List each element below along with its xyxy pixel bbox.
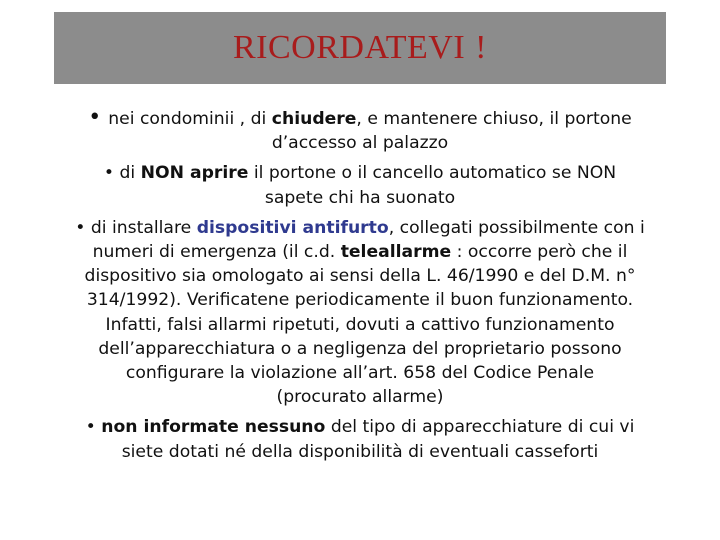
text-segment: •: [85, 417, 102, 438]
text-segment: dispositivo sia omologato ai sensi della L. 46/1990 e del D.M. n°: [84, 266, 636, 287]
bullet-line: [0, 361, 720, 385]
text-segment: 314/1992). Verificatene periodicamente il buon funzionamento.: [86, 290, 634, 311]
text-segment: , collegati possibilmente con i: [388, 217, 645, 238]
text-segment: , e mantenere chiuso, il portone: [356, 109, 632, 129]
bullet-line: [0, 106, 720, 131]
text-segment: Infatti, falsi allarmi ripetuti, dovuti a cattivo funzionamento: [105, 314, 615, 335]
title-banner: [54, 12, 666, 84]
bullet-line: [0, 216, 720, 240]
reminder-list: [0, 106, 720, 470]
text-segment: • di installare: [75, 217, 197, 238]
text-segment: dispositivi antifurto: [196, 217, 389, 238]
bullet-line: [0, 131, 720, 155]
text-segment: il portone o il cancello automatico se NON: [248, 163, 617, 184]
text-segment: • di: [103, 163, 141, 184]
text-segment: •: [88, 105, 109, 130]
text-segment: dell’apparecchiatura o a negligenza del proprietario possono: [98, 338, 622, 359]
bullet-line: [0, 313, 720, 337]
bullet-line: [0, 186, 720, 210]
title-exclamation: !: [475, 29, 487, 66]
text-segment: d’accesso al palazzo: [271, 133, 449, 154]
text-segment: (procurato allarme): [276, 387, 444, 408]
bullet-line: [0, 288, 720, 312]
bullet-line: [0, 415, 720, 439]
bullet-item: [0, 415, 720, 463]
text-segment: : occorre però che il: [451, 242, 628, 263]
bullet-line: [0, 161, 720, 185]
text-segment: teleallarme: [340, 242, 452, 263]
bullet-item: [0, 161, 720, 209]
bullet-line: [0, 264, 720, 288]
bullet-line: [0, 385, 720, 409]
text-segment: NON aprire: [140, 163, 249, 184]
page-title: [233, 29, 487, 67]
text-segment: non informate nessuno: [101, 417, 326, 438]
bullet-line: [0, 440, 720, 464]
text-segment: numeri di emergenza (il c.d.: [92, 242, 341, 263]
bullet-line: [0, 240, 720, 264]
title-text: RICORDATEVI: [233, 29, 466, 66]
text-segment: sapete chi ha suonato: [264, 187, 456, 208]
text-segment: siete dotati né della disponibilità di eventuali casseforti: [121, 441, 599, 462]
bullet-line: [0, 337, 720, 361]
text-segment: del tipo di apparecchiature di cui vi: [325, 417, 635, 438]
text-segment: configurare la violazione all’art. 658 del Codice Penale: [125, 363, 595, 384]
bullet-item: [0, 106, 720, 155]
text-segment: nei condominii , di: [108, 109, 272, 129]
text-segment: chiudere: [271, 109, 357, 129]
bullet-item: [0, 216, 720, 410]
